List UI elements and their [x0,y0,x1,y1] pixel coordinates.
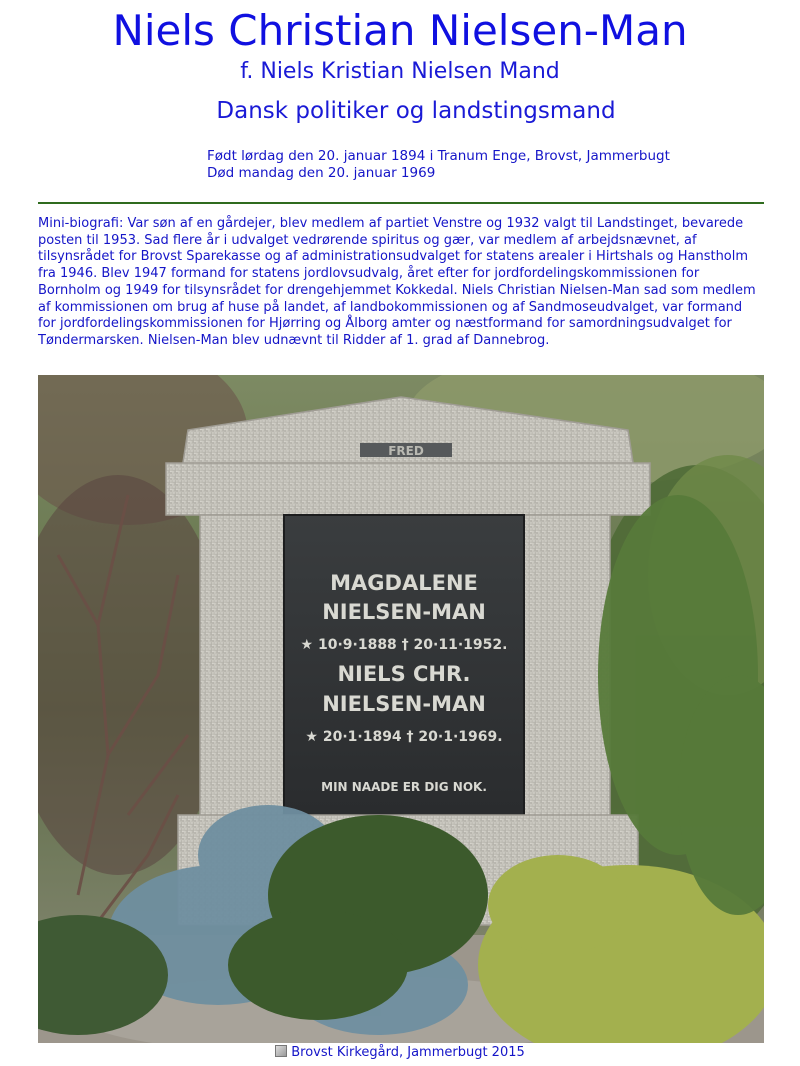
inscription-line-3: ★ 10·9·1888 † 20·11·1952. [300,637,508,653]
gravestone-photo [38,375,764,1043]
inscription-line-7: MIN NAADE ER DIG NOK. [321,780,487,794]
divider [38,202,764,204]
birth-name: f. Niels Kristian Nielsen Mand [240,59,560,84]
born-line: Født lørdag den 20. januar 1894 i Tranum Enge, Brovst, Jammerbugt [207,148,670,164]
role-subtitle: Dansk politiker og landstingsmand [216,98,616,124]
top-emblem-text: FRED [388,444,424,458]
caption-text: Brovst Kirkegård, Jammerbugt 2015 [291,1045,525,1060]
image-placeholder-icon [275,1045,287,1057]
life-dates [207,148,670,182]
photo-caption [0,1045,800,1061]
page-title: Niels Christian Nielsen-Man [112,6,688,55]
gravestone-illustration [38,375,764,1043]
mini-biography: Mini-biografi: Var søn af en gårdejer, blev medlem af partiet Venstre og 1932 valgt til Landstinget, bevarede posten til 1953. Sad flere år i udvalget vedrørende spiritus og gær, var medlem af arbejdsnævnet, af tilsynsrådet for Brovst Sparekasse og af administrationsudvalget for statens arealer i Hirtshals og Hanstholm fra 1946. Blev 1947 formand for statens jordlovsudvalg, året efter for jordfordelingskommissionen for Bornholm og 1949 for tilsynsrådet for drengehjemmet Kokkedal. Niels Christian Nielsen-Man sad som medlem af kommissionen om brug af huse på landet, af landbokommissionen og af Sandmoseudvalget, var formand for jordfordelingskommissionen for Hjørring og Ålborg amter og næstformand for samordningsudvalget for Tøndermarsken. Nielsen-Man blev udnævnt til Ridder af 1. grad af Dannebrog. [38,216,756,348]
died-line: Død mandag den 20. januar 1969 [207,165,436,181]
inscription-line-5: NIELSEN-MAN [322,692,486,716]
inscription-line-6: ★ 20·1·1894 † 20·1·1969. [305,729,503,745]
inscription-line-2: NIELSEN-MAN [322,600,486,624]
inscription-line-4: NIELS CHR. [337,662,471,686]
inscription-line-1: MAGDALENE [330,571,478,595]
